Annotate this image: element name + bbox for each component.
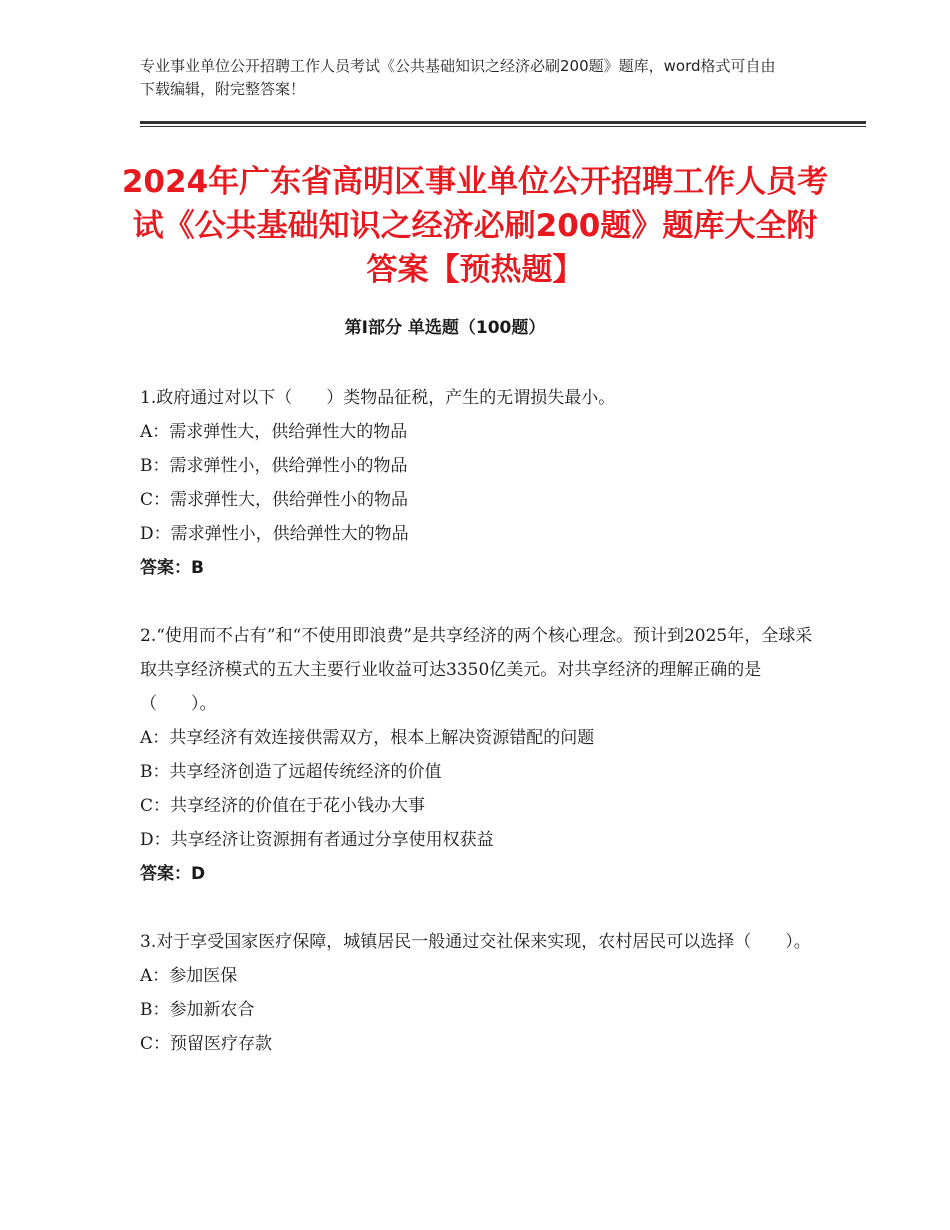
option-d: D：需求弹性小，供给弹性大的物品 [140,524,409,544]
option-b: B：需求弹性小，供给弹性小的物品 [140,456,408,476]
question-stem: 3.对于享受国家医疗保障，城镇居民一般通过交社保来实现，农村居民可以选择（ ）。 [140,932,811,952]
question-stem: 2.“使用而不占有”和“不使用即浪费”是共享经济的两个核心理念。预计到2025年，全球采取共享经济模式的五大主要行业收益可达3350亿美元。对共享经济的理解正确的是（ ）。 [140,626,813,714]
option-c: C：预留医疗存款 [140,1034,273,1054]
option-a: A：需求弹性大，供给弹性大的物品 [140,422,408,442]
question-list [140,381,820,1095]
section-title: 第Ⅰ部分 单选题（100题） [344,318,546,338]
option-b: B：参加新农合 [140,1000,255,1020]
question-1 [140,381,820,585]
question-3 [140,925,820,1061]
option-a: A：参加医保 [140,966,238,986]
option-d: D：共享经济让资源拥有者通过分享使用权获益 [140,830,494,850]
question-2 [140,619,820,891]
option-b: B：共享经济创造了远超传统经济的价值 [140,762,442,782]
header-note: 专业事业单位公开招聘工作人员考试《公共基础知识之经济必刷200题》题库，word格式可自由下载编辑，附完整答案！ [140,57,776,98]
header-rule-thin [140,126,866,127]
option-a: A：共享经济有效连接供需双方，根本上解决资源错配的问题 [140,728,595,748]
header-rule-thick [140,121,866,124]
answer: 答案：B [140,558,204,578]
answer: 答案：D [140,864,206,884]
option-c: C：需求弹性大，供给弹性小的物品 [140,490,409,510]
document-title: 2024年广东省高明区事业单位公开招聘工作人员考试《公共基础知识之经济必刷200题》题库大全附答案【预热题】 [121,164,829,288]
question-stem: 1.政府通过对以下（ ）类物品征税，产生的无谓损失最小。 [140,388,616,408]
option-c: C：共享经济的价值在于花小钱办大事 [140,796,426,816]
